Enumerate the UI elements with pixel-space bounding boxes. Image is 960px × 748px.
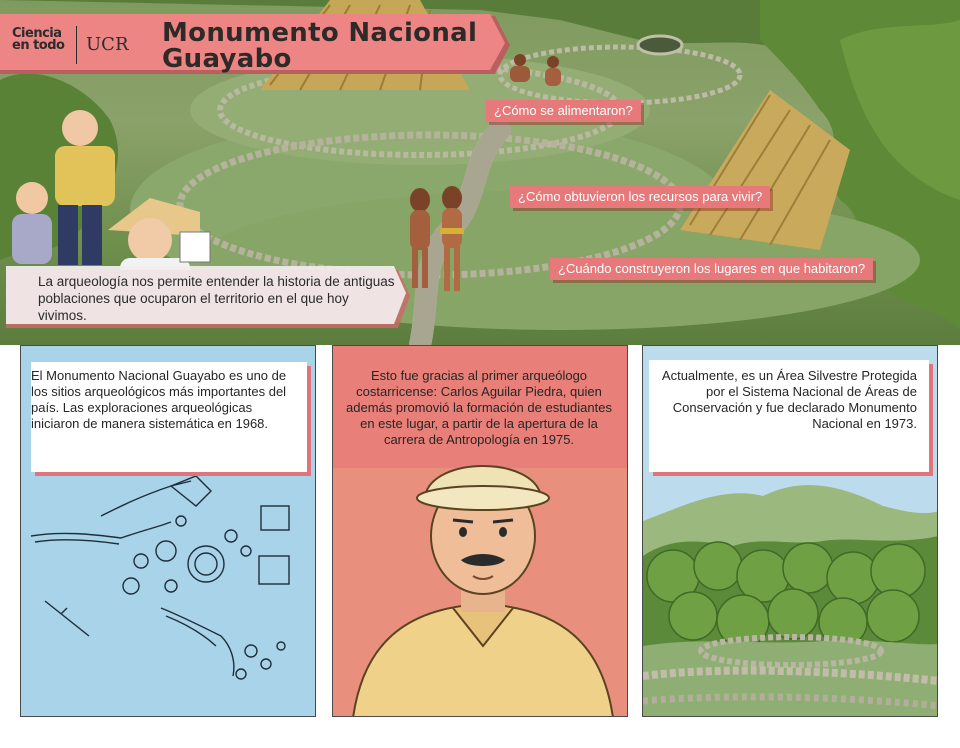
question-tag-food: ¿Cómo se alimentaron?: [486, 100, 641, 122]
page-title-line-2: Guayabo: [162, 44, 292, 74]
logo-line-2: en todo: [12, 38, 65, 53]
question-tag-resources: ¿Cómo obtuvieron los recursos para vivir?: [510, 186, 770, 208]
page-title: [162, 20, 477, 72]
panel-protected-area: [642, 345, 938, 717]
hero-illustration: [0, 0, 960, 345]
panel-caption-archaeologist: Esto fue gracias al primer arqueólogo costarricense: Carlos Aguilar Piedra, quien además promovió la formación de estudiantes en este lugar, a partir de la apertura de la carrera de Antropología en 1975.: [346, 368, 612, 447]
panel-site-map: [20, 345, 316, 717]
ciencia-en-todo-logo: [12, 28, 64, 52]
intro-text: La arqueología nos permite entender la historia de antiguas poblaciones que ocuparon el territorio en el que hoy vivimos.: [38, 274, 395, 323]
ucr-logo: UCR: [86, 34, 129, 55]
logo-divider: [76, 26, 77, 64]
panel-archaeologist: [332, 345, 628, 717]
panel-caption-protected-area: Actualmente, es un Área Silvestre Protegida por el Sistema Nacional de Áreas de Conservación y fue declarado Monumento Nacional en 1973.: [661, 368, 917, 431]
page-title-line-1: Monumento Nacional: [162, 18, 478, 48]
question-tag-construction: ¿Cuándo construyeron los lugares en que habitaron?: [550, 258, 873, 280]
panel-caption-history: El Monumento Nacional Guayabo es uno de los sitios arqueológicos más importantes del país. Las exploraciones arqueológicas iniciaron de manera sistemática en 1968.: [31, 368, 287, 431]
logo-line-1: Ciencia: [12, 26, 62, 41]
